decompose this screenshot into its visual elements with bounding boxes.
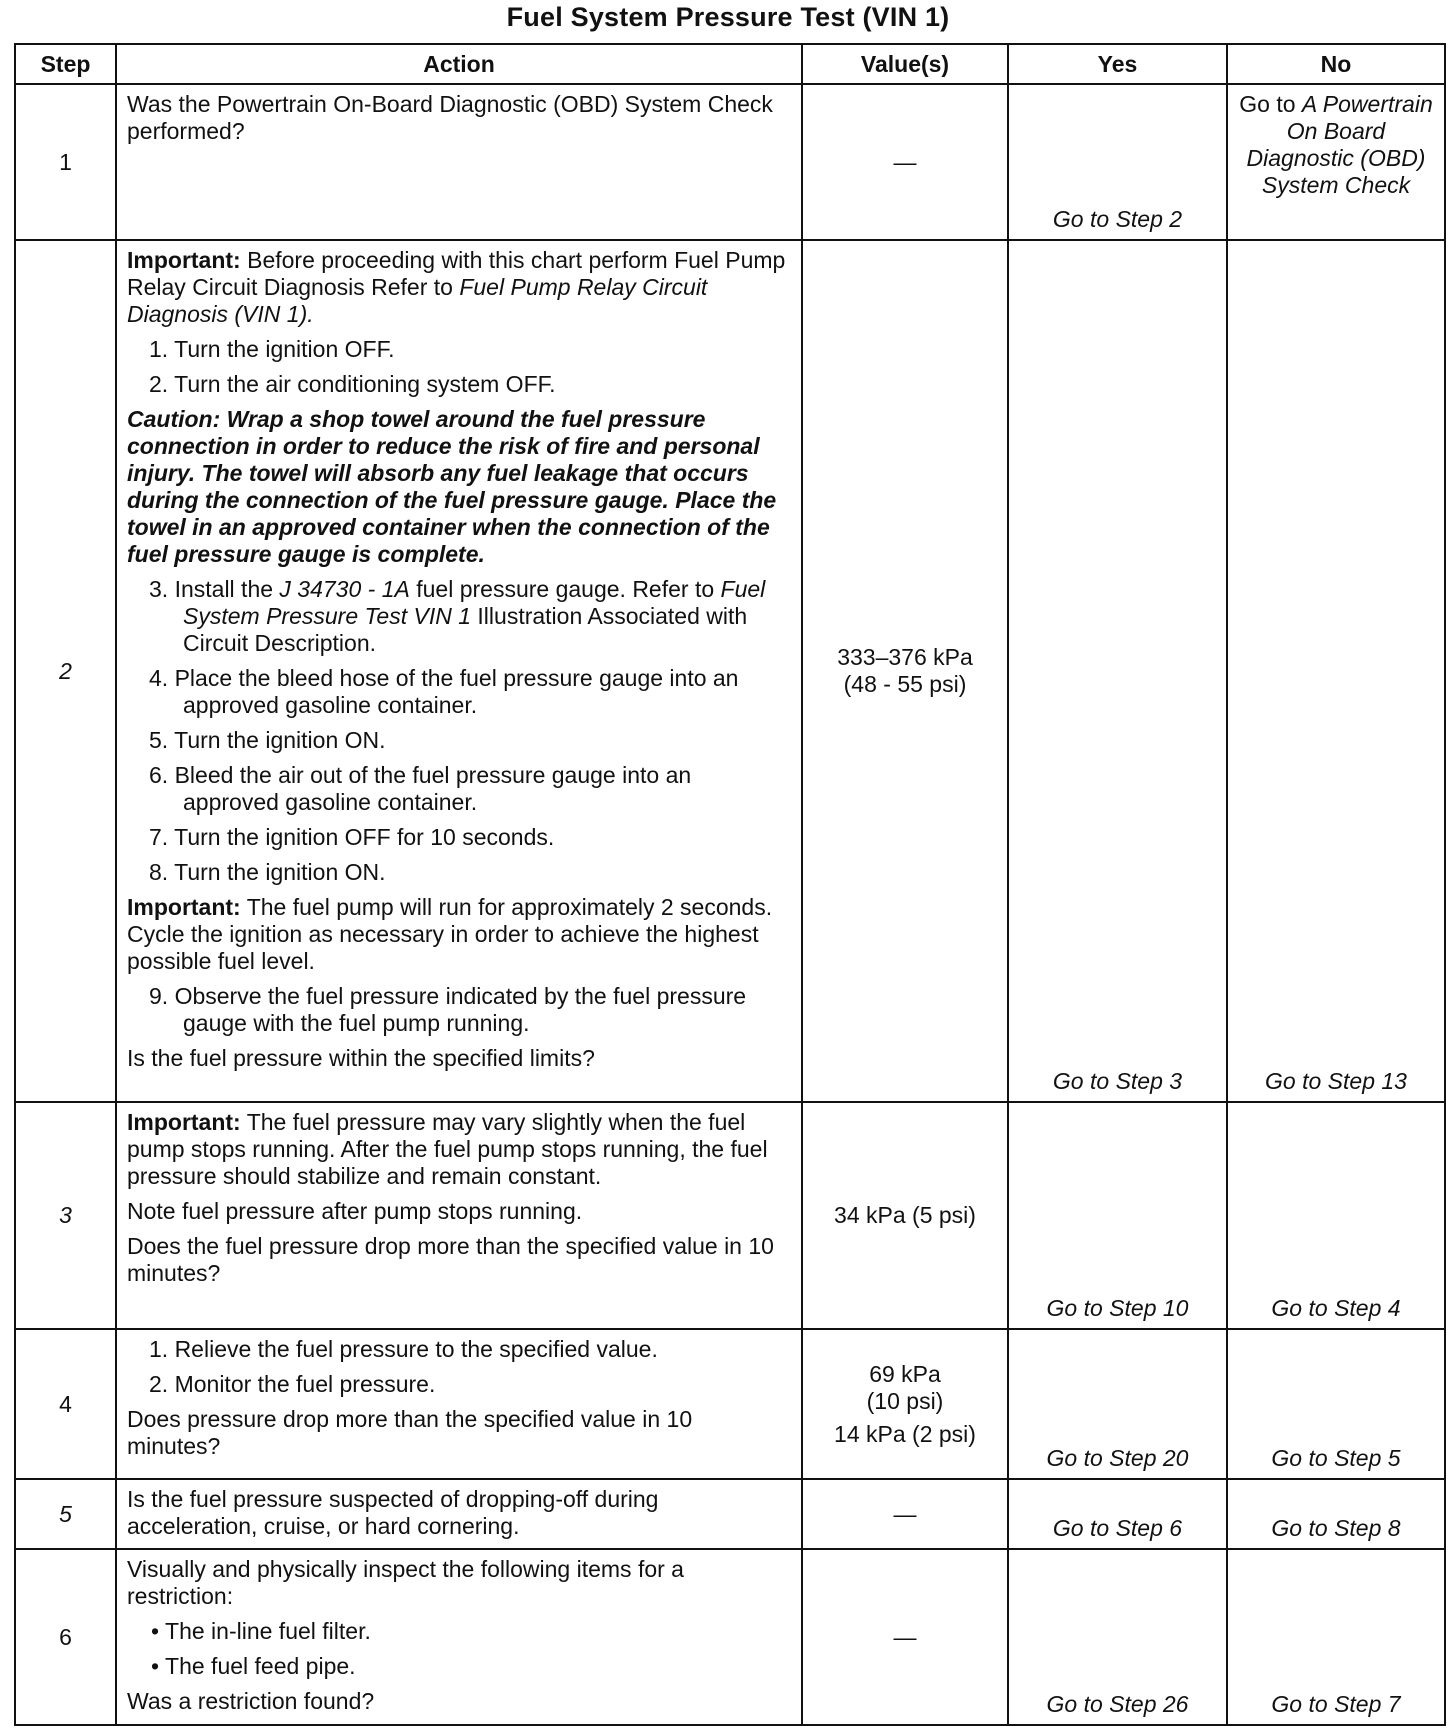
list-item: 1. Turn the ignition OFF.: [149, 336, 395, 362]
table-row: [15, 1479, 1445, 1549]
question-text: Is the fuel pressure within the specified limits?: [127, 1045, 595, 1071]
no-cell: Go to Step 4: [1227, 1102, 1445, 1329]
yes-cell: Go to Step 6: [1008, 1479, 1227, 1549]
value-line: 69 kPa: [869, 1360, 941, 1387]
list-item: 8. Turn the ignition ON.: [149, 859, 386, 885]
important-text: The fuel pressure may vary slightly when the fuel pump stops running. After the fuel pump stops running, the fuel pressure should stabilize and remain constant.: [127, 1109, 768, 1189]
important-label: Important:: [127, 1109, 241, 1135]
list-item: [127, 576, 791, 657]
action-cell: [116, 1329, 802, 1479]
yes-cell: Go to Step 26: [1008, 1549, 1227, 1725]
yes-cell: Go to Step 3: [1008, 240, 1227, 1102]
step-number: 1: [15, 84, 116, 240]
action-cell: [116, 1549, 802, 1725]
no-prefix: Go to: [1239, 91, 1302, 117]
list-item: 7. Turn the ignition OFF for 10 seconds.: [149, 824, 555, 850]
question-text: Does pressure drop more than the specified value in 10 minutes?: [127, 1406, 693, 1459]
list-item: 6. Bleed the air out of the fuel pressure gauge into an approved gasoline container.: [149, 762, 692, 815]
table-row: [15, 240, 1445, 1102]
page-title: Fuel System Pressure Test (VIN 1): [506, 2, 950, 32]
step-number: 3: [15, 1102, 116, 1329]
reference-link: Fuel System Pressure Test VIN 1: [183, 576, 766, 629]
no-cell: Go to Step 13: [1227, 240, 1445, 1102]
list-item: 2. Turn the air conditioning system OFF.: [149, 371, 556, 397]
list-item: 1. Relieve the fuel pressure to the specified value.: [149, 1336, 658, 1362]
important-label: Important:: [127, 894, 241, 920]
table-header-row: [15, 44, 1445, 84]
question-text: Does the fuel pressure drop more than the specified value in 10 minutes?: [127, 1233, 774, 1286]
no-cell: [1227, 84, 1445, 240]
list-item: 9. Observe the fuel pressure indicated by the fuel pressure gauge with the fuel pump running.: [149, 983, 747, 1036]
value-cell: —: [802, 1549, 1008, 1725]
tool-number: J 34730 - 1A: [279, 576, 410, 602]
action-cell: [116, 240, 802, 1102]
important-text: The fuel pump will run for approximately 2 seconds. Cycle the ignition as necessary in order to achieve the highest possible fuel level.: [127, 894, 773, 974]
no-cell: Go to Step 7: [1227, 1549, 1445, 1725]
step-number: 4: [15, 1329, 116, 1479]
no-link: A Powertrain On Board Diagnostic (OBD) System Check: [1246, 91, 1433, 198]
table-row: [15, 1102, 1445, 1329]
bullet-item: • The fuel feed pipe.: [151, 1653, 356, 1679]
important-note: [127, 247, 791, 328]
table-row: [15, 84, 1445, 240]
action-text: Was the Powertrain On-Board Diagnostic (OBD) System Check performed?: [127, 91, 773, 144]
step-number: 6: [15, 1549, 116, 1725]
diagnostic-table: [14, 43, 1446, 1726]
value-cell: —: [802, 84, 1008, 240]
value-line: (48 - 55 psi): [843, 671, 967, 697]
question-text: Was a restriction found?: [127, 1688, 375, 1714]
action-cell: [116, 84, 802, 240]
header-step: Step: [15, 44, 116, 84]
value-cell: —: [802, 1479, 1008, 1549]
bullet-item: • The in-line fuel filter.: [151, 1618, 371, 1644]
yes-cell: Go to Step 10: [1008, 1102, 1227, 1329]
value-cell: [802, 1329, 1008, 1479]
header-no: No: [1227, 44, 1445, 84]
value-line: 14 kPa (2 psi): [834, 1420, 976, 1447]
yes-cell: Go to Step 2: [1008, 84, 1227, 240]
value-line: 333–376 kPa: [837, 644, 973, 670]
list-item: 2. Monitor the fuel pressure.: [149, 1371, 436, 1397]
action-cell: [116, 1479, 802, 1549]
header-yes: Yes: [1008, 44, 1227, 84]
important-note: [127, 1109, 791, 1190]
important-note: [127, 894, 791, 975]
action-text: Visually and physically inspect the following items for a restriction:: [127, 1556, 684, 1609]
caution-note: Caution: Wrap a shop towel around the fuel pressure connection in order to reduce the risk of fire and personal injury. The towel will absorb any fuel leakage that occurs during the connection of the fuel pressure gauge. Place the towel in an approved container when the connection of the fuel pressure gauge is complete.: [127, 406, 777, 567]
yes-cell: Go to Step 20: [1008, 1329, 1227, 1479]
reference-link: Fuel Pump Relay Circuit Diagnosis (VIN 1).: [127, 274, 708, 327]
item-text: Illustration Associated with Circuit Description.: [183, 603, 748, 656]
header-action: Action: [116, 44, 802, 84]
action-text: Is the fuel pressure suspected of dropping-off during acceleration, cruise, or hard cornering.: [127, 1486, 659, 1539]
header-values: Value(s): [802, 44, 1008, 84]
important-text: Before proceeding with this chart perform Fuel Pump Relay Circuit Diagnosis Refer to: [127, 247, 786, 300]
value-cell: [802, 240, 1008, 1102]
list-item: 5. Turn the ignition ON.: [149, 727, 386, 753]
value-line: (10 psi): [866, 1387, 944, 1414]
no-cell: Go to Step 5: [1227, 1329, 1445, 1479]
step-number: 5: [15, 1479, 116, 1549]
no-cell: Go to Step 8: [1227, 1479, 1445, 1549]
important-label: Important:: [127, 247, 241, 273]
table-row: [15, 1549, 1445, 1725]
table-row: [15, 1329, 1445, 1479]
value-cell: 34 kPa (5 psi): [802, 1102, 1008, 1329]
item-number: 3.: [149, 576, 169, 602]
action-cell: [116, 1102, 802, 1329]
action-text: Note fuel pressure after pump stops running.: [127, 1198, 583, 1224]
step-number: 2: [15, 240, 116, 1102]
item-text: fuel pressure gauge. Refer to: [409, 576, 721, 602]
list-item: 4. Place the bleed hose of the fuel pressure gauge into an approved gasoline container.: [149, 665, 739, 718]
item-text: Install the: [174, 576, 280, 602]
